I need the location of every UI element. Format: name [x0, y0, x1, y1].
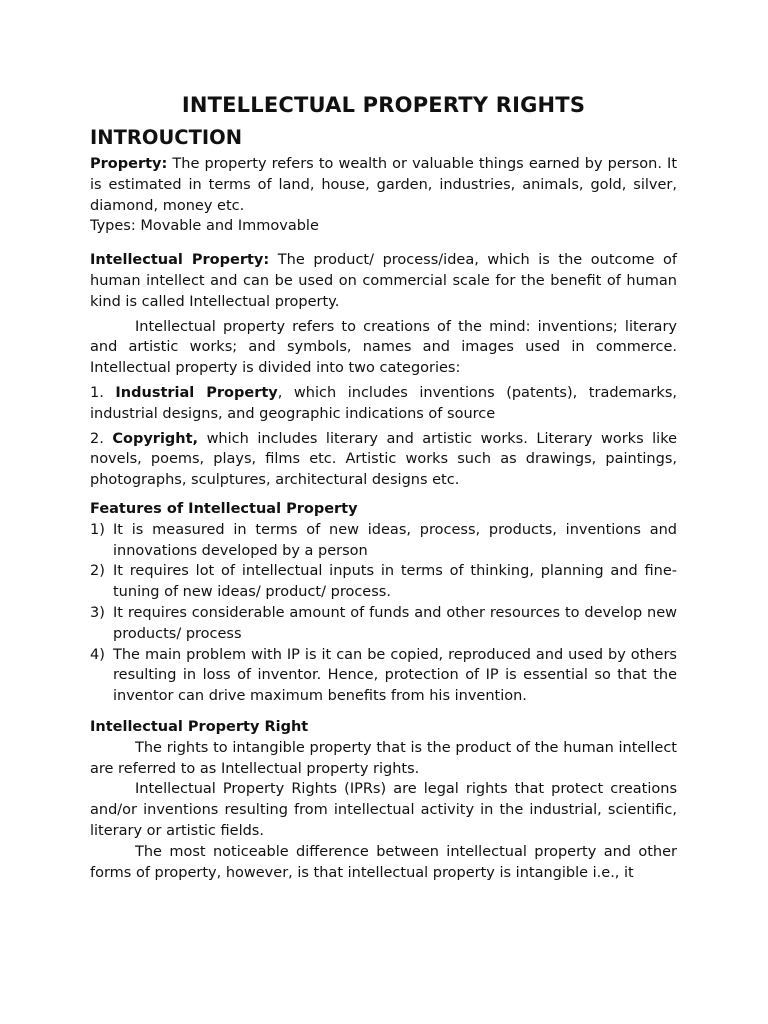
- list-item-text: The main problem with IP is it can be copied, reproduced and used by others resulting in loss of inventor. Hence, protection of IP is essential so that the inventor can drive maximum benefits from his invention.: [113, 646, 677, 705]
- ip-category-1-label: Industrial Property: [115, 384, 278, 401]
- ipr-paragraph-3: The most noticeable difference between intellectual property and other forms of property, however, is that intellectual property is intangible i.e., it: [90, 843, 677, 881]
- list-item-number: 1): [90, 521, 105, 538]
- introduction-heading: INTROUCTION: [90, 126, 243, 149]
- ipr-paragraph-1: The rights to intangible property that is the product of the human intellect are referred to as Intellectual property rights.: [90, 739, 677, 777]
- ip-category-2-label: Copyright,: [112, 430, 199, 447]
- ip-category-1-num: 1.: [90, 384, 116, 401]
- ip-category-2: [90, 429, 677, 491]
- ipr-paragraph-2: Intellectual Property Rights (IPRs) are legal rights that protect creations and/or inventions resulting from intellectual activity in the industrial, scientific, literary or artistic fields.: [90, 781, 677, 839]
- list-item: [90, 561, 677, 603]
- list-item-number: 3): [90, 604, 105, 621]
- list-item-text: It requires lot of intellectual inputs in terms of thinking, planning and fine-tuning of new ideas/ product/ process.: [113, 563, 677, 601]
- property-label: Property:: [90, 156, 168, 172]
- list-item: [90, 520, 677, 562]
- document-title: INTELLECTUAL PROPERTY RIGHTS: [181, 93, 586, 117]
- list-item-text: It requires considerable amount of funds and other resources to develop new products/ process: [113, 604, 677, 642]
- features-list: [90, 520, 677, 707]
- ip-paragraph: Intellectual property refers to creations of the mind: inventions; literary and artistic works; and symbols, names and images used in commerce. Intellectual property is divided into two categories:: [90, 318, 677, 377]
- list-item-number: 4): [90, 646, 105, 663]
- ip-category-2-text: which includes literary and artistic works. Literary works like novels, poems, plays, films etc. Artistic works such as drawings, paintings, photographs, sculptures, architectural designs etc.: [90, 430, 677, 489]
- list-item-number: 2): [90, 563, 105, 580]
- property-definition: [90, 154, 677, 216]
- list-item: [90, 603, 677, 645]
- ip-category-1: [90, 383, 677, 425]
- list-item-text: It is measured in terms of new ideas, process, products, inventions and innovations developed by a person: [113, 521, 677, 559]
- ip-category-1-text: , which includes inventions (patents), trademarks, industrial designs, and geographic indications of source: [90, 384, 677, 422]
- ipr-heading: Intellectual Property Right: [90, 718, 309, 735]
- ip-category-2-num: 2.: [90, 430, 113, 447]
- ip-label: Intellectual Property:: [90, 252, 270, 269]
- features-heading: Features of Intellectual Property: [90, 500, 358, 517]
- ip-text: The product/ process/idea, which is the outcome of human intellect and can be used on commercial scale for the benefit of human kind is called Intellectual property.: [90, 252, 678, 310]
- property-text: The property refers to wealth or valuable things earned by person. It is estimated in terms of land, house, garden, industries, animals, gold, silver, diamond, money etc.: [90, 156, 677, 214]
- list-item: [90, 645, 677, 707]
- property-types: Types: Movable and Immovable: [90, 218, 319, 235]
- ip-definition: [90, 250, 677, 312]
- document-content: [90, 90, 677, 883]
